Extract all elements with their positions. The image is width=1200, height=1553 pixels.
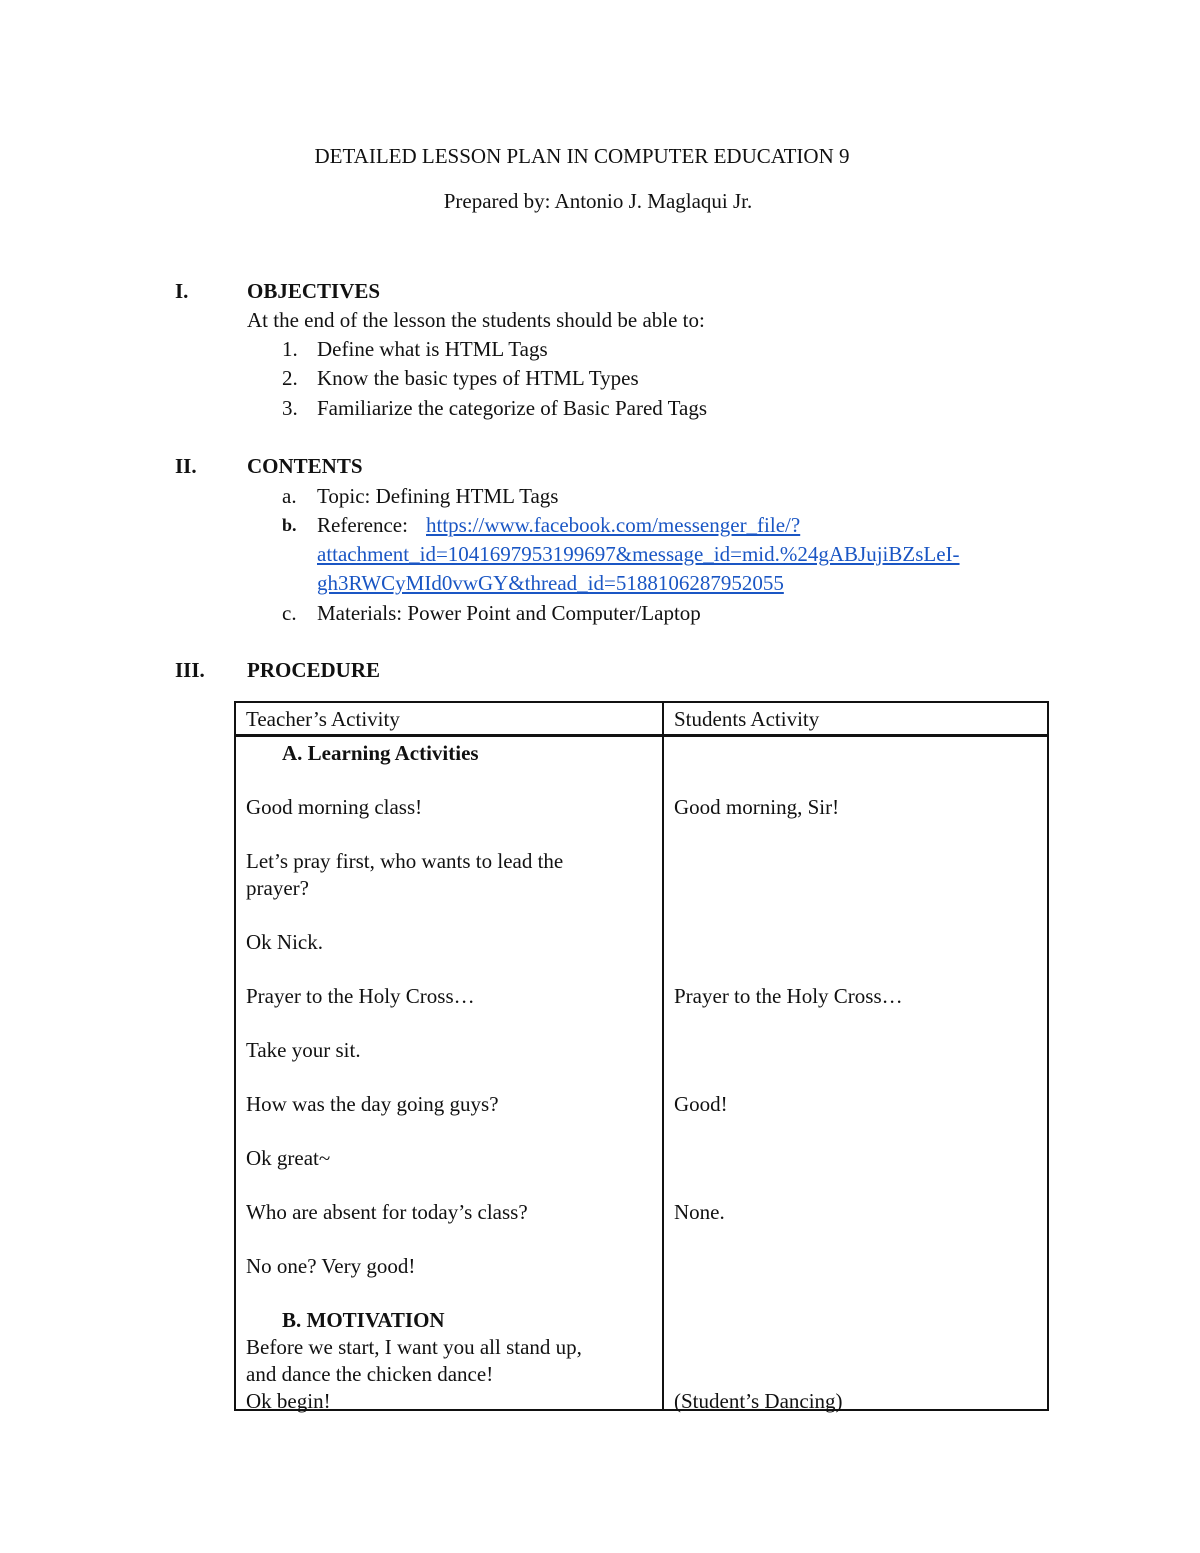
header-teacher: Teacher’s Activity: [235, 702, 663, 736]
list-marker: c.: [282, 601, 297, 625]
reference-link[interactable]: gh3RWCyMId0vwGY&thread_id=5188106287952055: [317, 571, 784, 595]
list-marker: 1.: [282, 337, 298, 361]
teacher-activity-cell: [235, 736, 663, 1411]
motivation-heading: B. MOTIVATION: [282, 1308, 445, 1332]
teacher-line: Prayer to the Holy Cross…: [246, 984, 475, 1008]
procedure-table: [234, 701, 1049, 1411]
teacher-line: Who are absent for today’s class?: [246, 1200, 528, 1224]
list-marker: a.: [282, 484, 297, 508]
teacher-line: Before we start, I want you all stand up,: [246, 1335, 582, 1359]
student-line: Prayer to the Holy Cross…: [674, 984, 903, 1008]
student-line: Good morning, Sir!: [674, 795, 840, 819]
teacher-line: Ok begin!: [246, 1389, 331, 1413]
list-text: Familiarize the categorize of Basic Pared Tags: [317, 396, 707, 420]
student-line: None.: [674, 1200, 725, 1224]
teacher-line: How was the day going guys?: [246, 1092, 499, 1116]
section-heading: OBJECTIVES: [247, 279, 381, 303]
table-row: [235, 736, 1048, 1411]
teacher-line: Let’s pray first, who wants to lead the: [246, 849, 564, 873]
teacher-line: and dance the chicken dance!: [246, 1362, 494, 1386]
student-line: (Student’s Dancing): [674, 1389, 843, 1413]
reference-link[interactable]: attachment_id=1041697953199697&message_id=mid.%24gABJujiBZsLeI-: [317, 542, 960, 566]
document-title: DETAILED LESSON PLAN IN COMPUTER EDUCATION 9: [314, 144, 850, 168]
teacher-line: Good morning class!: [246, 795, 423, 819]
header-students: Students Activity: [663, 702, 1048, 736]
list-text: Know the basic types of HTML Types: [317, 366, 639, 390]
section-number: I.: [175, 279, 189, 303]
objectives-intro: At the end of the lesson the students should be able to:: [247, 308, 705, 332]
teacher-line: No one? Very good!: [246, 1254, 416, 1278]
student-line: Good!: [674, 1092, 728, 1116]
teacher-line: prayer?: [246, 876, 309, 900]
section-number: III.: [175, 658, 205, 682]
learning-activities-heading: A. Learning Activities: [282, 741, 479, 765]
students-activity-cell: [663, 736, 1048, 1411]
section-heading: PROCEDURE: [247, 658, 381, 682]
section-heading: CONTENTS: [247, 454, 363, 478]
list-marker: 3.: [282, 396, 298, 420]
section-number: II.: [175, 454, 197, 478]
teacher-line: Take your sit.: [246, 1038, 361, 1062]
list-marker: b.: [282, 515, 297, 535]
teacher-line: Ok great~: [246, 1146, 331, 1170]
table-header-row: [235, 702, 1048, 736]
reference-link[interactable]: https://www.facebook.com/messenger_file/?: [426, 513, 801, 537]
reference-label: Reference:: [317, 513, 408, 537]
prepared-by: Prepared by: Antonio J. Maglaqui Jr.: [443, 189, 753, 213]
list-marker: 2.: [282, 366, 298, 390]
list-text: Topic: Defining HTML Tags: [317, 484, 559, 508]
list-text: Define what is HTML Tags: [317, 337, 548, 361]
teacher-line: Ok Nick.: [246, 930, 323, 954]
list-text: Materials: Power Point and Computer/Laptop: [317, 601, 701, 625]
